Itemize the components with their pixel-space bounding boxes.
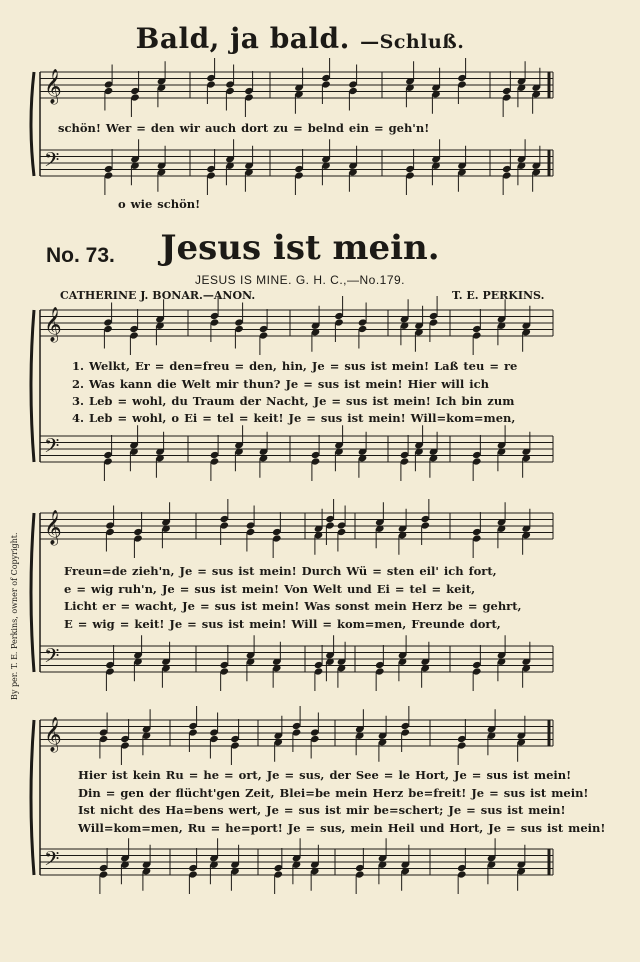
top-lyric-line: schön! Wer = den wir auch dort zu = belnd ein = geh'n! (58, 121, 430, 135)
sys3-bass-clef-icon: 𝄢 (44, 847, 60, 875)
author-right: T. E. PERKINS. (452, 289, 545, 302)
s2-verse-1: Freun=de zieh'n, Je = sus ist mein! Durch Wü = sten eil' ich fort, (64, 564, 497, 578)
s3-verse-4: Will=kom=men, Ru = he=port! Je = sus, mein Heil und Hort, Je = sus ist mein! (78, 821, 606, 835)
author-left: CATHERINE J. BONAR.—ANON. (60, 289, 256, 302)
s1-verse-4: 4. Leb = wohl, o Ei = tel = keit! Je = sus ist mein! Will=kom=men, (72, 411, 516, 425)
s1-verse-3: 3. Leb = wohl, du Traum der Nacht, Je = sus ist mein! Ich bin zum (72, 394, 515, 408)
copyright-text: By per. T. E. Perkins, owner of Copyright. (10, 532, 19, 700)
s2-verse-3: Licht er = wacht, Je = sus ist mein! Was sonst mein Herz be = gehrt, (64, 599, 522, 613)
sys1-treble-clef-icon: 𝄞 (44, 307, 62, 342)
s2-verse-4: E = wig = keit! Je = sus ist mein! Will = kom=men, Freunde dort, (64, 617, 501, 631)
sys0-bass-clef-icon: 𝄢 (44, 148, 60, 176)
sys3-treble-clef-icon: 𝄞 (44, 717, 62, 752)
s1-verse-1: 1. Welkt, Er = den=freu = den, hin, Je = sus ist mein! Laß teu = re (72, 359, 518, 373)
s2-verse-2: e = wig ruh'n, Je = sus ist mein! Von Welt und Ei = tel = keit, (64, 582, 476, 596)
s3-verse-1: Hier ist kein Ru = he = ort, Je = sus, der See = le Hort, Je = sus ist mein! (78, 768, 572, 782)
top-title-text: Bald, ja bald. (135, 22, 350, 55)
top-bass-lyric: o wie schön! (118, 197, 201, 211)
sys3-brace (31, 720, 34, 875)
sys2-treble-clef-icon: 𝄞 (44, 510, 62, 545)
sys0-brace (31, 72, 34, 176)
sys2-brace (31, 513, 34, 672)
s1-verse-2: 2. Was kann die Welt mir thun? Je = sus ist mein! Hier will ich (72, 377, 489, 391)
s3-verse-2: Din = gen der flücht'gen Zeit, Blei=be mein Herz be=freit! Je = sus ist mein! (78, 786, 589, 800)
sys0-treble-clef-icon: 𝄞 (44, 69, 62, 104)
hymn-title: Jesus ist mein. (160, 228, 440, 268)
hymn-subtitle: JESUS IS MINE. G. H. C.,—No.179. (194, 273, 406, 287)
top-title-suffix: —Schluß. (360, 31, 465, 53)
sys1-bass-clef-icon: 𝄢 (44, 434, 60, 462)
sys1-brace (31, 310, 34, 462)
s3-verse-3: Ist nicht des Ha=bens wert, Je = sus ist mir be=schert; Je = sus ist mein! (78, 803, 566, 817)
sys2-bass-clef-icon: 𝄢 (44, 644, 60, 672)
hymn-number: No. 73. (46, 244, 115, 267)
